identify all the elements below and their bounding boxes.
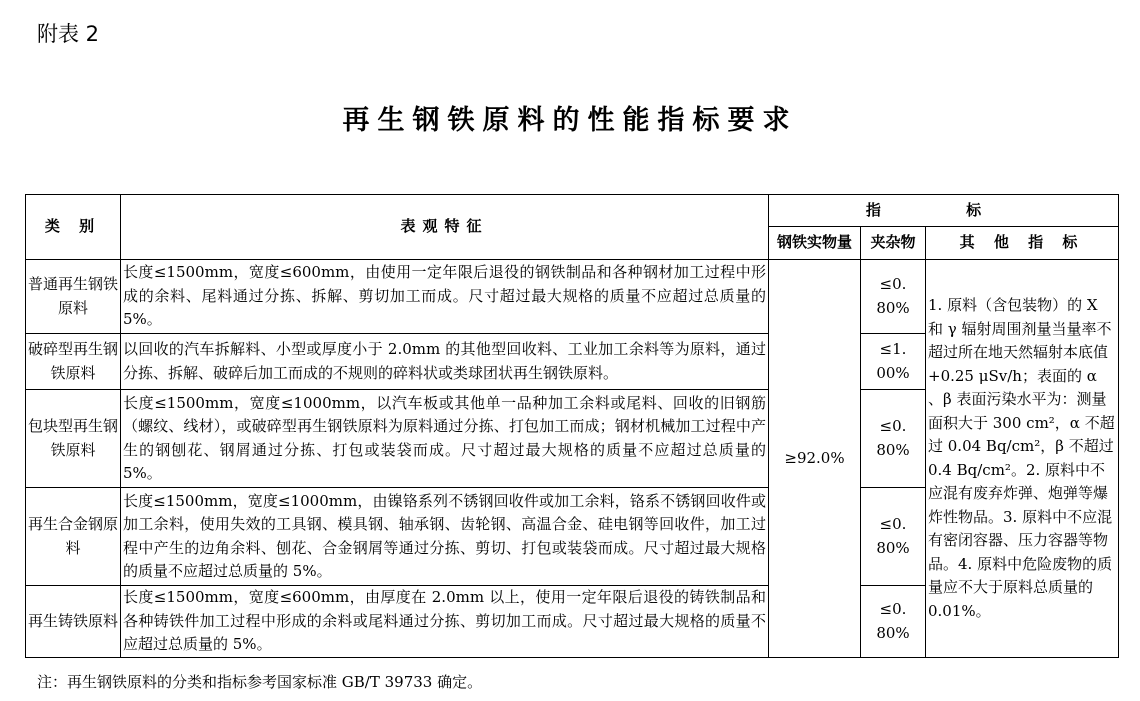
impurities-cell: ≤0. 80%: [861, 586, 926, 658]
category-cell: 再生合金钢原料: [26, 488, 121, 586]
impurities-cell: ≤0. 80%: [861, 260, 926, 334]
other-indicators-cell: 1. 原料（含包装物）的 X 和 γ 辐射周围剂量当量率不超过所在地天然辐射本底值+0.25 μSv/h；表面的 α 、β 表面污染水平为：测量面积大于 300 cm²，α 不超过 0.04 Bq/cm²，β 不超过 0.4 Bq/cm²。2. 原料中不应混有废弃炸弹、炮弹等爆炸性物品。3. 原料中不应混有密闭容器、压力容器等物品。4. 原料中危险废物的质量应不大于原料总质量的 0.01%。: [926, 260, 1119, 658]
features-cell: 长度≤1500mm，宽度≤1000mm，以汽车板或其他单一品种加工余料或尾料、回收的旧钢筋（螺纹、线材），或破碎型再生钢铁原料为原料通过分拣、打包加工而成；钢材机械加工过程中产生的钢刨花、钢屑通过分拣、打包或装袋而成。尺寸超过最大规格的质量不应超过总质量的 5%。: [121, 390, 769, 488]
document-title: 再生钢铁原料的性能指标要求: [342, 105, 798, 136]
specification-table: [25, 194, 1119, 658]
header-other: 其 他 指 标: [926, 227, 1119, 260]
category-cell: 再生铸铁原料: [26, 586, 121, 658]
impurities-cell: ≤1. 00%: [861, 334, 926, 390]
appendix-label: 附表 2: [37, 22, 100, 46]
impurities-cell: ≤0. 80%: [861, 390, 926, 488]
features-cell: 长度≤1500mm，宽度≤600mm，由厚度在 2.0mm 以上，使用一定年限后退役的铸铁制品和各种铸铁件加工过程中形成的余料或尾料通过分拣、剪切加工而成。尺寸超过最大规格的质量不应超过总质量的 5%。: [121, 586, 769, 658]
impurities-cell: ≤0. 80%: [861, 488, 926, 586]
header-category: 类 别: [26, 195, 121, 260]
category-cell: 普通再生钢铁原料: [26, 260, 121, 334]
features-cell: 长度≤1500mm，宽度≤600mm，由使用一定年限后退役的钢铁制品和各种钢材加工过程中形成的余料、尾料通过分拣、拆解、剪切加工而成。尺寸超过最大规格的质量不应超过总质量的 5%。: [121, 260, 769, 334]
footnote: 注：再生钢铁原料的分类和指标参考国家标准 GB/T 39733 确定。: [37, 673, 483, 691]
category-cell: 包块型再生钢铁原料: [26, 390, 121, 488]
header-indicators: 指 标: [769, 195, 1119, 227]
features-cell: 以回收的汽车拆解料、小型或厚度小于 2.0mm 的其他型回收料、工业加工余料等为原料，通过分拣、拆解、破碎后加工而成的不规则的碎料状或类球团状再生钢铁原料。: [121, 334, 769, 390]
category-cell: 破碎型再生钢铁原料: [26, 334, 121, 390]
header-steel-content: 钢铁实物量: [769, 227, 861, 260]
header-impurities: 夹杂物: [861, 227, 926, 260]
header-features: 表观特征: [121, 195, 769, 260]
steel-content-cell: ≥92.0%: [769, 260, 861, 658]
features-cell: 长度≤1500mm，宽度≤1000mm，由镍铬系列不锈钢回收件或加工余料，铬系不锈钢回收件或加工余料，使用失效的工具钢、模具钢、轴承钢、齿轮钢、高温合金、硅电钢等回收件，加工过程中产生的边角余料、刨花、合金钢屑等通过分拣、剪切、打包或装袋而成。尺寸超过最大规格的质量不应超过总质量的 5%。: [121, 488, 769, 586]
table-row: [26, 260, 1119, 334]
header-row-1: [26, 195, 1119, 227]
